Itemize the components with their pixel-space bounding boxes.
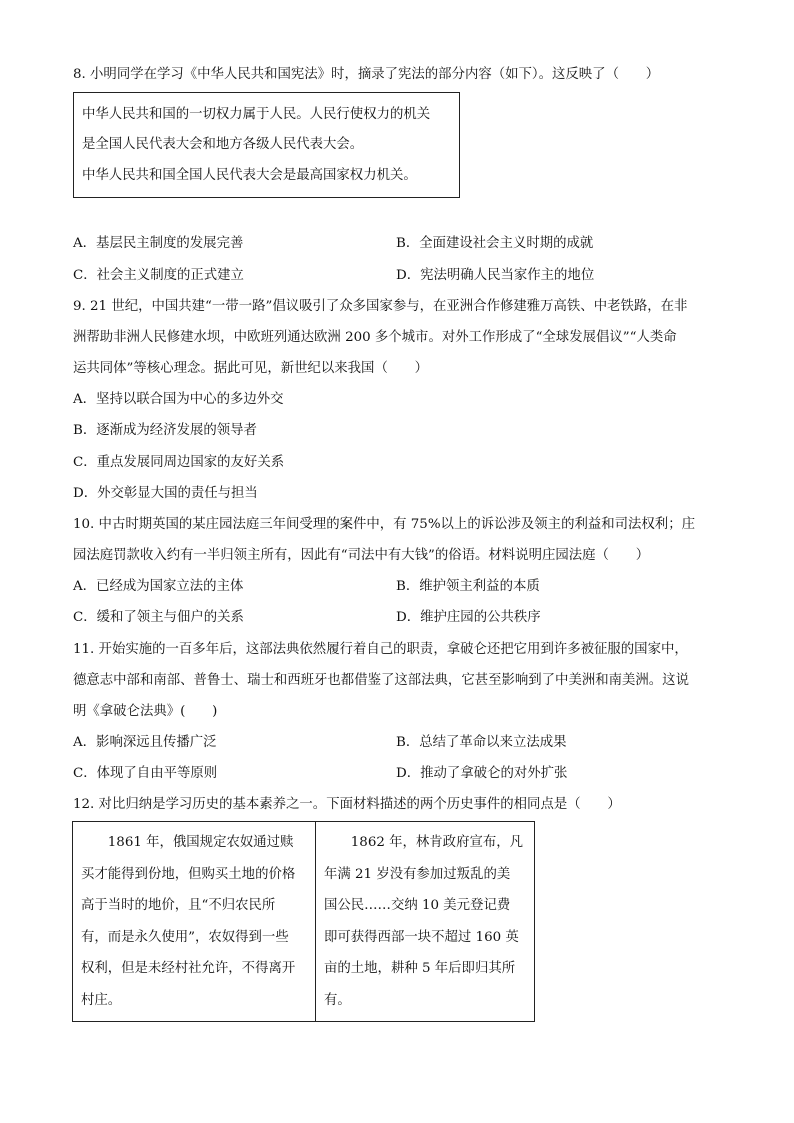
q12-right-line: 有。 (324, 992, 351, 1008)
q10-option-a[interactable]: A．已经成为国家立法的主体 (73, 579, 244, 594)
q9-option-a[interactable]: A．坚持以联合国为中心的多边外交 (73, 392, 284, 407)
q8-option-c[interactable]: C．社会主义制度的正式建立 (73, 268, 244, 283)
q12-right-line: 年满 21 岁没有参加过叛乱的美 (324, 866, 511, 882)
q8-option-d[interactable]: D．宪法明确人民当家作主的地位 (396, 268, 595, 283)
q11-option-d[interactable]: D．推动了拿破仑的对外扩张 (396, 766, 568, 781)
q10-option-c[interactable]: C．缓和了领主与佃户的关系 (73, 610, 244, 625)
q12-left-line: 有，而是永久使用”，农奴得到一些 (81, 929, 289, 945)
q12-right-line: 国公民……交纳 10 美元登记费 (324, 898, 511, 913)
q9-option-d[interactable]: D．外交彰显大国的责任与担当 (73, 486, 258, 501)
q11-stem-line: 德意志中部和南部、普鲁士、瑞士和西班牙也都借鉴了这部法典，它甚至影响到了中美洲和南美洲。这说 (73, 673, 689, 688)
q12-right-cell (316, 822, 533, 1021)
q12-left-cell (73, 822, 316, 1021)
q12-left-line: 买才能得到份地，但购买土地的价格 (81, 866, 296, 882)
q12-stem: 12. 对比归纳是学习历史的基本素养之一。下面材料描述的两个历史事件的相同点是（ ） (73, 797, 621, 812)
q11-option-c[interactable]: C．体现了自由平等原则 (73, 766, 218, 781)
q8-stem: 8. 小明同学在学习《中华人民共和国宪法》时，摘录了宪法的部分内容（如下）。这反映了（ ） (73, 67, 660, 82)
q9-option-c[interactable]: C．重点发展同周边国家的友好关系 (73, 455, 285, 470)
q11-stem-line: 11. 开始实施的一百多年后，这部法典依然履行着自己的职责，拿破仑还把它用到许多被征服的国家中， (73, 642, 688, 657)
q12-right-line: 即可获得西部一块不超过 160 英 (324, 929, 519, 945)
q10-stem-line: 园法庭罚款收入约有一半归领主所有，因此有“司法中有大钱”的俗语。材料说明庄园法庭（ ） (73, 548, 650, 563)
q12-right-line: 亩的土地，耕种 5 年后即归其所 (324, 961, 516, 976)
q9-stem-line: 运共同体”等核心理念。据此可见，新世纪以来我国（ ） (73, 361, 428, 376)
q12-comparison-table (72, 821, 535, 1022)
q12-left-line: 1861 年，俄国规定农奴通过赎 (81, 835, 294, 850)
q9-option-b[interactable]: B．逐渐成为经济发展的领导者 (73, 423, 257, 438)
q8-excerpt-line: 中华人民共和国全国人民代表大会是最高国家权力机关。 (82, 168, 417, 183)
q11-option-a[interactable]: A．影响深远且传播广泛 (73, 735, 217, 750)
q10-option-d[interactable]: D．维护庄园的公共秩序 (396, 610, 541, 625)
q8-excerpt-line: 中华人民共和国的一切权力属于人民。人民行使权力的机关 (82, 107, 431, 122)
q10-option-b[interactable]: B．维护领主利益的本质 (396, 579, 540, 594)
q8-excerpt-line: 是全国人民代表大会和地方各级人民代表大会。 (82, 137, 364, 152)
q8-option-b[interactable]: B．全面建设社会主义时期的成就 (396, 236, 594, 251)
q12-left-line: 村庄。 (81, 992, 122, 1008)
q9-stem-line: 洲帮助非洲人民修建水坝，中欧班列通达欧洲 200 多个城市。对外工作形成了“全球发展倡议”“人类命 (73, 330, 677, 345)
q10-stem-line: 10. 中古时期英国的某庄园法庭三年间受理的案件中，有 75%以上的诉讼涉及领主的利益和司法权利；庄 (73, 517, 695, 532)
q11-stem-line: 明《拿破仑法典》( ) (73, 704, 218, 719)
q12-right-line: 1862 年，林肯政府宣布，凡 (324, 835, 524, 850)
q8-excerpt-box (73, 92, 460, 198)
q12-left-line: 权利，但是未经村社允许，不得离开 (81, 961, 296, 976)
q11-option-b[interactable]: B．总结了革命以来立法成果 (396, 735, 567, 750)
q9-stem-line: 9. 21 世纪，中国共建“一带一路”倡议吸引了众多国家参与，在亚洲合作修建雅万高铁、中老铁路，在非 (73, 299, 688, 314)
q12-left-line: 高于当时的地价，且“不归农民所 (81, 898, 276, 913)
q8-option-a[interactable]: A．基层民主制度的发展完善 (73, 236, 244, 251)
